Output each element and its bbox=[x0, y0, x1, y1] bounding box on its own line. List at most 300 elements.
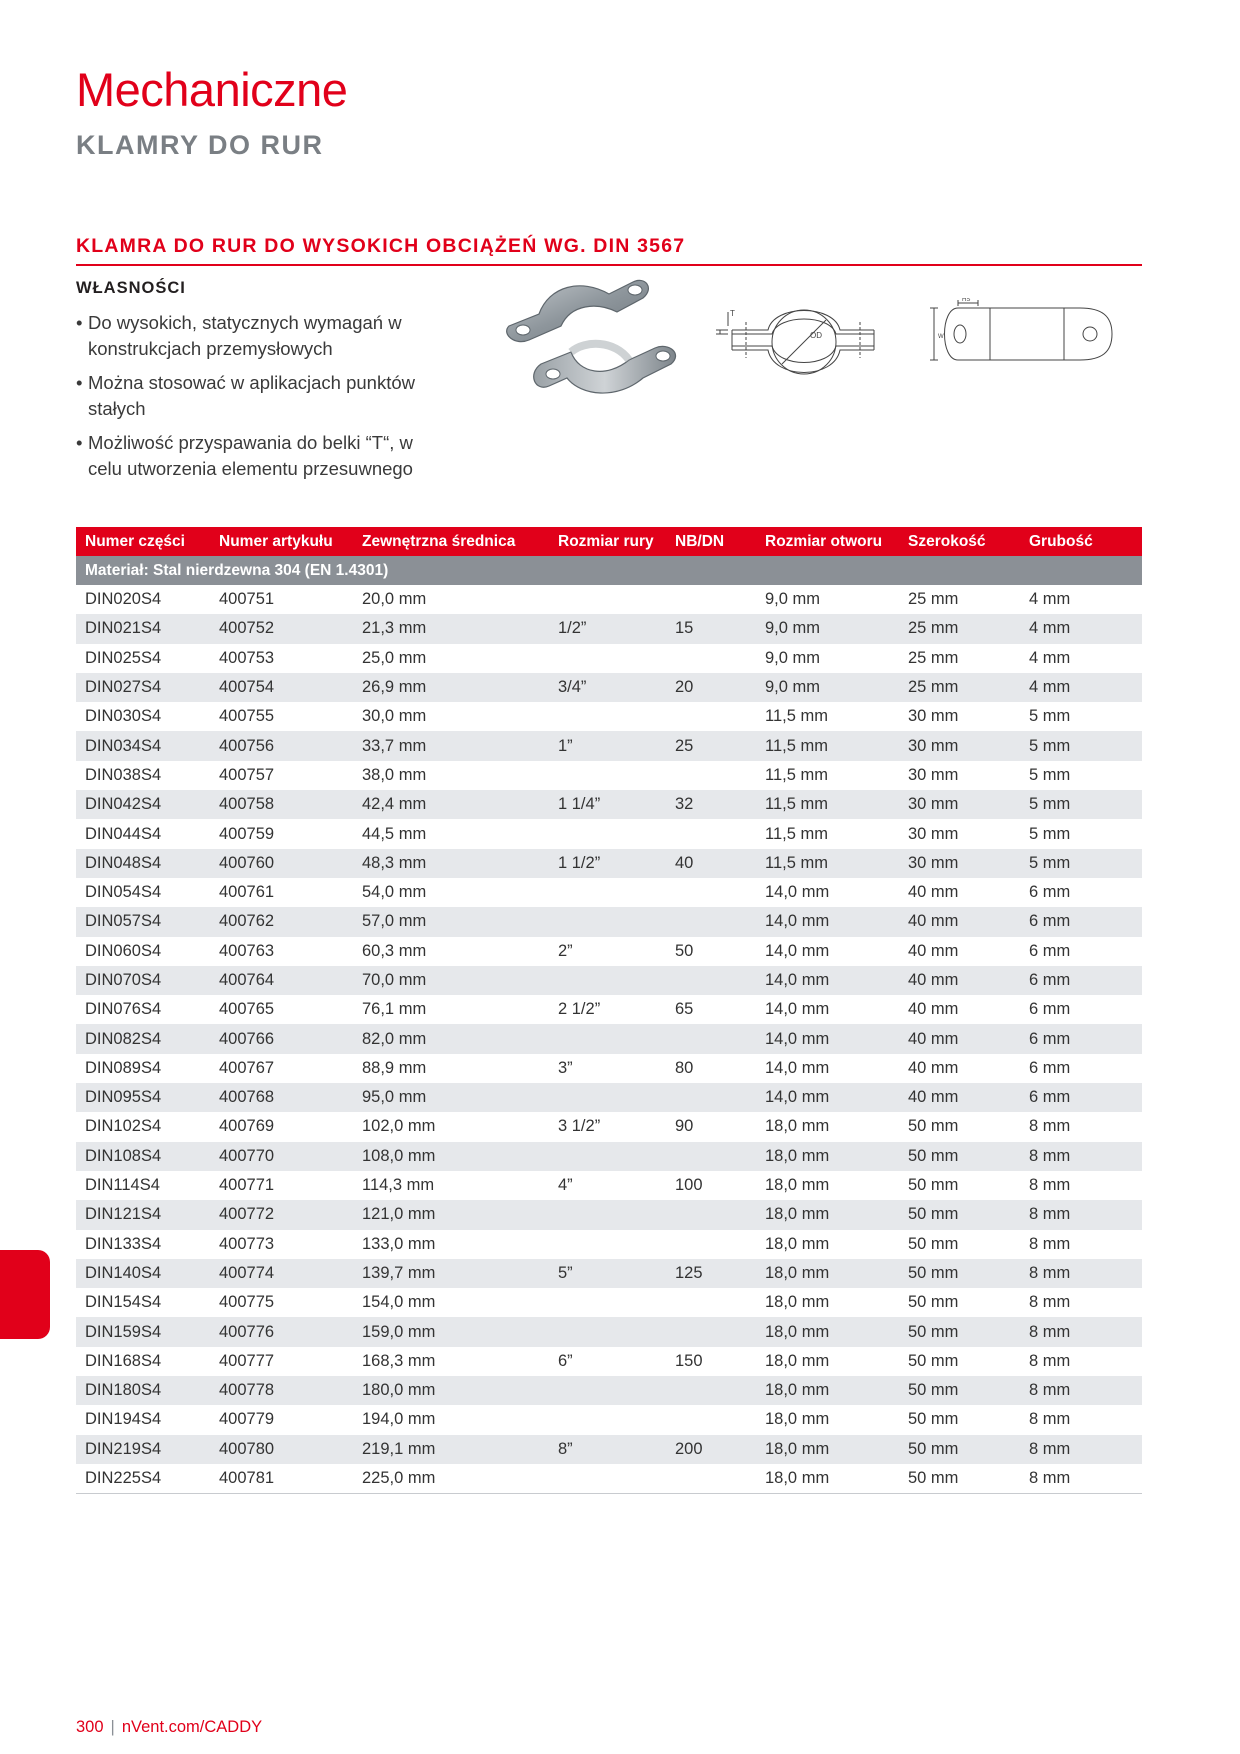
cell-hole-size: 11,5 mm bbox=[765, 707, 828, 726]
cell-thickness: 8 mm bbox=[1020, 1317, 1142, 1346]
table-row bbox=[76, 937, 1142, 966]
cell-nb-dn bbox=[666, 1376, 756, 1405]
cell-width: 25 mm bbox=[908, 648, 959, 667]
property-item: • Możliwość przyspawania do belki “T“, w celu utworzenia elementu przesuwnego bbox=[76, 430, 416, 481]
cell-outer-diameter: 159,0 mm bbox=[353, 1317, 549, 1346]
cell-part-number: DIN034S4 bbox=[76, 731, 210, 760]
cell-pipe-size bbox=[549, 878, 666, 907]
cell-outer-diameter: 219,1 mm bbox=[353, 1435, 549, 1464]
cell-hole-size: 14,0 mm bbox=[765, 1000, 830, 1019]
section-tab-marker bbox=[0, 1250, 50, 1339]
cell-outer-diameter: 225,0 mm bbox=[353, 1464, 549, 1494]
cell-hole-size: 14,0 mm bbox=[765, 941, 830, 960]
col-header-width: Szerokość bbox=[899, 527, 1020, 556]
cell-thickness: 5 mm bbox=[1029, 707, 1071, 726]
table-row bbox=[76, 702, 1142, 731]
cell-pipe-size: 8” bbox=[549, 1435, 666, 1464]
table-row bbox=[76, 731, 1142, 760]
cell-part-number: DIN030S4 bbox=[85, 707, 162, 726]
cell-article-number: 400769 bbox=[219, 1117, 275, 1136]
cell-nb-dn bbox=[666, 702, 756, 731]
cell-hole-size: 18,0 mm bbox=[756, 1376, 899, 1405]
cell-width: 40 mm bbox=[899, 1024, 1020, 1053]
cell-nb-dn bbox=[666, 1288, 756, 1317]
cell-part-number: DIN089S4 bbox=[85, 1058, 162, 1077]
cell-article-number: 400763 bbox=[219, 941, 275, 960]
cell-part-number: DIN025S4 bbox=[85, 648, 162, 667]
cell-article-number: 400774 bbox=[210, 1259, 353, 1288]
cell-outer-diameter: 102,0 mm bbox=[362, 1117, 436, 1136]
cell-width: 30 mm bbox=[899, 849, 1020, 878]
cell-hole-size: 11,5 mm bbox=[765, 824, 828, 843]
diagram-label-od: OD bbox=[810, 331, 822, 340]
cell-thickness: 8 mm bbox=[1020, 1200, 1142, 1229]
cell-pipe-size: 3/4” bbox=[549, 673, 666, 702]
table-row bbox=[76, 790, 1142, 819]
cell-pipe-size: 5” bbox=[549, 1259, 666, 1288]
cell-outer-diameter: 114,3 mm bbox=[362, 1176, 435, 1195]
cell-part-number: DIN194S4 bbox=[85, 1410, 162, 1429]
cell-thickness: 8 mm bbox=[1020, 1259, 1142, 1288]
cell-part-number: DIN225S4 bbox=[76, 1464, 210, 1494]
table-row bbox=[76, 1112, 1142, 1141]
cell-width: 40 mm bbox=[908, 941, 959, 960]
cell-article-number: 400754 bbox=[210, 673, 353, 702]
cell-outer-diameter: 21,3 mm bbox=[353, 614, 549, 643]
cell-nb-dn: 90 bbox=[675, 1117, 694, 1136]
cell-part-number: DIN095S4 bbox=[76, 1083, 210, 1112]
cell-outer-diameter: 70,0 mm bbox=[353, 966, 549, 995]
cell-part-number: DIN044S4 bbox=[85, 824, 162, 843]
properties-heading: WŁASNOŚCI bbox=[76, 279, 186, 297]
subcategory-title: KLAMRY DO RUR bbox=[76, 130, 324, 160]
cell-outer-diameter: 88,9 mm bbox=[362, 1058, 427, 1077]
cell-article-number: 400772 bbox=[210, 1200, 353, 1229]
footer-site-link[interactable]: nVent.com/CADDY bbox=[121, 1718, 263, 1736]
cell-thickness: 8 mm bbox=[1020, 1142, 1142, 1171]
cell-outer-diameter: 82,0 mm bbox=[353, 1024, 549, 1053]
cell-thickness: 8 mm bbox=[1029, 1234, 1071, 1253]
cell-width: 50 mm bbox=[899, 1142, 1020, 1171]
cell-part-number: DIN133S4 bbox=[85, 1234, 162, 1253]
cell-hole-size: 9,0 mm bbox=[765, 590, 821, 609]
cell-thickness: 8 mm bbox=[1020, 1464, 1142, 1494]
cell-nb-dn: 80 bbox=[675, 1058, 694, 1077]
cell-outer-diameter: 33,7 mm bbox=[353, 731, 549, 760]
cell-thickness: 8 mm bbox=[1029, 1293, 1071, 1312]
table-row bbox=[76, 1200, 1142, 1229]
cell-width: 40 mm bbox=[908, 1058, 959, 1077]
cell-thickness: 5 mm bbox=[1020, 849, 1142, 878]
cell-hole-size: 11,5 mm bbox=[756, 790, 899, 819]
cell-pipe-size bbox=[549, 1288, 666, 1317]
cell-pipe-size: 1” bbox=[549, 731, 666, 760]
cell-hole-size: 9,0 mm bbox=[765, 648, 821, 667]
table-row bbox=[76, 878, 1142, 907]
table-row bbox=[76, 761, 1142, 790]
section-divider bbox=[76, 264, 1142, 266]
table-row bbox=[76, 1142, 1142, 1171]
col-header-pipe-size: Rozmiar rury bbox=[549, 527, 666, 556]
cell-article-number: 400781 bbox=[210, 1464, 353, 1494]
cell-outer-diameter: 60,3 mm bbox=[362, 941, 427, 960]
cell-part-number: DIN048S4 bbox=[76, 849, 210, 878]
cell-part-number: DIN140S4 bbox=[76, 1259, 210, 1288]
cell-nb-dn bbox=[666, 1230, 756, 1259]
cell-hole-size: 14,0 mm bbox=[756, 1024, 899, 1053]
cell-article-number: 400770 bbox=[210, 1142, 353, 1171]
table-row bbox=[76, 614, 1142, 643]
cell-part-number: DIN114S4 bbox=[85, 1176, 160, 1195]
cell-outer-diameter: 154,0 mm bbox=[362, 1293, 436, 1312]
cell-article-number: 400753 bbox=[219, 648, 275, 667]
cell-part-number: DIN180S4 bbox=[76, 1376, 210, 1405]
cell-nb-dn bbox=[666, 878, 756, 907]
cell-article-number: 400759 bbox=[219, 824, 275, 843]
cell-thickness: 4 mm bbox=[1020, 673, 1142, 702]
cell-width: 40 mm bbox=[908, 1000, 959, 1019]
cell-thickness: 8 mm bbox=[1020, 1376, 1142, 1405]
table-row bbox=[76, 995, 1142, 1024]
cell-thickness: 6 mm bbox=[1020, 907, 1142, 936]
cell-width: 40 mm bbox=[899, 1083, 1020, 1112]
cell-nb-dn: 200 bbox=[666, 1435, 756, 1464]
cell-thickness: 5 mm bbox=[1029, 765, 1071, 784]
page-number: 300 bbox=[76, 1718, 104, 1736]
property-item: • Można stosować w aplikacjach punktów stałych bbox=[76, 370, 416, 421]
cell-width: 40 mm bbox=[899, 907, 1020, 936]
cell-part-number: DIN042S4 bbox=[76, 790, 210, 819]
cell-article-number: 400752 bbox=[210, 614, 353, 643]
table-row bbox=[76, 644, 1142, 673]
cell-nb-dn bbox=[666, 585, 756, 614]
cell-outer-diameter: 139,7 mm bbox=[353, 1259, 549, 1288]
cell-part-number: DIN021S4 bbox=[76, 614, 210, 643]
cell-outer-diameter: 44,5 mm bbox=[362, 824, 427, 843]
cell-pipe-size bbox=[549, 585, 666, 614]
cell-pipe-size: 2” bbox=[558, 941, 573, 960]
cell-outer-diameter: 54,0 mm bbox=[362, 883, 427, 902]
cell-thickness: 6 mm bbox=[1029, 1058, 1071, 1077]
cell-hole-size: 18,0 mm bbox=[765, 1293, 830, 1312]
cell-part-number: DIN057S4 bbox=[76, 907, 210, 936]
cell-nb-dn bbox=[666, 644, 756, 673]
cell-article-number: 400776 bbox=[210, 1317, 353, 1346]
cell-pipe-size: 1/2” bbox=[549, 614, 666, 643]
product-photo-clamp bbox=[505, 274, 685, 404]
cell-pipe-size: 6” bbox=[558, 1351, 573, 1370]
cell-thickness: 8 mm bbox=[1020, 1435, 1142, 1464]
cell-thickness: 8 mm bbox=[1029, 1410, 1071, 1429]
cell-pipe-size: 3” bbox=[558, 1058, 573, 1077]
cell-hole-size: 14,0 mm bbox=[765, 883, 830, 902]
cell-outer-diameter: 25,0 mm bbox=[362, 648, 427, 667]
cell-width: 30 mm bbox=[899, 731, 1020, 760]
cell-nb-dn: 100 bbox=[675, 1176, 703, 1195]
cell-article-number: 400778 bbox=[210, 1376, 353, 1405]
cell-article-number: 400766 bbox=[210, 1024, 353, 1053]
cell-width: 25 mm bbox=[899, 673, 1020, 702]
cell-nb-dn: 32 bbox=[666, 790, 756, 819]
cell-nb-dn: 15 bbox=[666, 614, 756, 643]
cell-part-number: DIN219S4 bbox=[76, 1435, 210, 1464]
cell-part-number: DIN076S4 bbox=[85, 1000, 162, 1019]
footer-separator: | bbox=[110, 1718, 115, 1736]
table-row bbox=[76, 1024, 1142, 1053]
cell-pipe-size bbox=[549, 1024, 666, 1053]
page-footer bbox=[76, 1718, 262, 1737]
cell-width: 50 mm bbox=[908, 1410, 959, 1429]
cell-part-number: DIN020S4 bbox=[85, 590, 162, 609]
cell-hole-size: 18,0 mm bbox=[756, 1142, 899, 1171]
cell-outer-diameter: 168,3 mm bbox=[362, 1351, 436, 1370]
cell-width: 30 mm bbox=[899, 790, 1020, 819]
cell-thickness: 4 mm bbox=[1029, 648, 1071, 667]
cell-width: 30 mm bbox=[908, 707, 959, 726]
cell-hole-size: 11,5 mm bbox=[756, 849, 899, 878]
cell-pipe-size bbox=[549, 644, 666, 673]
diagram-label-t: T bbox=[730, 309, 735, 318]
cell-article-number: 400777 bbox=[219, 1351, 275, 1370]
cell-thickness: 4 mm bbox=[1020, 614, 1142, 643]
cell-hole-size: 18,0 mm bbox=[765, 1351, 830, 1370]
cell-hole-size: 14,0 mm bbox=[756, 907, 899, 936]
cell-width: 50 mm bbox=[899, 1464, 1020, 1494]
properties-list bbox=[76, 310, 416, 490]
cell-nb-dn bbox=[666, 1464, 756, 1494]
cell-hole-size: 11,5 mm bbox=[756, 731, 899, 760]
cell-pipe-size bbox=[549, 819, 666, 848]
cell-part-number: DIN102S4 bbox=[85, 1117, 162, 1136]
table-row bbox=[76, 1259, 1142, 1288]
cell-article-number: 400761 bbox=[219, 883, 275, 902]
cell-thickness: 6 mm bbox=[1020, 1024, 1142, 1053]
cell-outer-diameter: 26,9 mm bbox=[353, 673, 549, 702]
cell-hole-size: 18,0 mm bbox=[756, 1200, 899, 1229]
table-row bbox=[76, 1376, 1142, 1405]
cell-part-number: DIN054S4 bbox=[85, 883, 162, 902]
cell-nb-dn bbox=[666, 819, 756, 848]
table-row bbox=[76, 966, 1142, 995]
cell-width: 30 mm bbox=[908, 765, 959, 784]
cell-article-number: 400779 bbox=[219, 1410, 275, 1429]
cell-outer-diameter: 133,0 mm bbox=[362, 1234, 436, 1253]
cell-article-number: 400768 bbox=[210, 1083, 353, 1112]
cell-hole-size: 18,0 mm bbox=[765, 1234, 830, 1253]
cell-article-number: 400764 bbox=[210, 966, 353, 995]
cell-width: 40 mm bbox=[908, 883, 959, 902]
cell-part-number: DIN121S4 bbox=[76, 1200, 210, 1229]
spec-table bbox=[76, 527, 1142, 1494]
cell-part-number: DIN108S4 bbox=[76, 1142, 210, 1171]
cell-outer-diameter: 20,0 mm bbox=[362, 590, 427, 609]
cell-pipe-size bbox=[549, 761, 666, 790]
cell-pipe-size: 1 1/4” bbox=[549, 790, 666, 819]
cell-thickness: 5 mm bbox=[1020, 790, 1142, 819]
table-row bbox=[76, 673, 1142, 702]
table-row bbox=[76, 1054, 1142, 1083]
cell-pipe-size: 1 1/2” bbox=[549, 849, 666, 878]
cell-nb-dn bbox=[666, 966, 756, 995]
cell-article-number: 400771 bbox=[219, 1176, 275, 1195]
cell-nb-dn bbox=[666, 1200, 756, 1229]
cell-width: 25 mm bbox=[899, 614, 1020, 643]
cell-hole-size: 14,0 mm bbox=[756, 966, 899, 995]
cell-article-number: 400755 bbox=[219, 707, 275, 726]
cell-part-number: DIN154S4 bbox=[85, 1293, 162, 1312]
table-row bbox=[76, 1171, 1142, 1200]
cell-article-number: 400757 bbox=[219, 765, 275, 784]
cell-nb-dn: 25 bbox=[666, 731, 756, 760]
table-row bbox=[76, 1317, 1142, 1346]
cell-article-number: 400762 bbox=[210, 907, 353, 936]
cell-width: 50 mm bbox=[899, 1259, 1020, 1288]
cell-thickness: 6 mm bbox=[1029, 1000, 1071, 1019]
cell-thickness: 8 mm bbox=[1029, 1176, 1071, 1195]
table-row bbox=[76, 1288, 1142, 1317]
cell-pipe-size: 3 1/2” bbox=[558, 1117, 601, 1136]
cell-nb-dn bbox=[666, 1317, 756, 1346]
cell-thickness: 6 mm bbox=[1020, 966, 1142, 995]
table-row bbox=[76, 907, 1142, 936]
cell-pipe-size bbox=[549, 966, 666, 995]
table-row bbox=[76, 1464, 1142, 1494]
cell-hole-size: 9,0 mm bbox=[756, 673, 899, 702]
diagram-label-hs: HS bbox=[962, 298, 971, 303]
cell-hole-size: 14,0 mm bbox=[756, 1083, 899, 1112]
cell-nb-dn: 65 bbox=[675, 1000, 694, 1019]
cell-article-number: 400773 bbox=[219, 1234, 275, 1253]
cell-nb-dn: 125 bbox=[666, 1259, 756, 1288]
col-header-outer-diameter: Zewnętrzna średnica bbox=[353, 527, 549, 556]
cell-hole-size: 11,5 mm bbox=[765, 765, 828, 784]
table-row bbox=[76, 1347, 1142, 1376]
col-header-article-number: Numer artykułu bbox=[210, 527, 353, 556]
category-title: Mechaniczne bbox=[76, 63, 348, 116]
cell-nb-dn: 150 bbox=[675, 1351, 703, 1370]
cell-width: 50 mm bbox=[908, 1176, 959, 1195]
cell-part-number: DIN027S4 bbox=[76, 673, 210, 702]
col-header-nb-dn: NB/DN bbox=[666, 527, 756, 556]
cell-thickness: 6 mm bbox=[1029, 941, 1071, 960]
cell-thickness: 8 mm bbox=[1029, 1117, 1071, 1136]
diagram-label-w: W bbox=[938, 334, 944, 340]
cell-width: 40 mm bbox=[899, 966, 1020, 995]
cell-width: 25 mm bbox=[908, 590, 959, 609]
cell-outer-diameter: 194,0 mm bbox=[362, 1410, 436, 1429]
cell-hole-size: 18,0 mm bbox=[756, 1317, 899, 1346]
cell-pipe-size: 4” bbox=[558, 1176, 573, 1195]
cell-article-number: 400767 bbox=[219, 1058, 275, 1077]
cell-article-number: 400780 bbox=[210, 1435, 353, 1464]
cell-nb-dn: 20 bbox=[666, 673, 756, 702]
cell-width: 50 mm bbox=[908, 1293, 959, 1312]
cell-nb-dn: 40 bbox=[666, 849, 756, 878]
cell-pipe-size bbox=[549, 1230, 666, 1259]
property-item: • Do wysokich, statycznych wymagań w konstrukcjach przemysłowych bbox=[76, 310, 416, 361]
table-row bbox=[76, 1435, 1142, 1464]
table-row bbox=[76, 585, 1142, 614]
cell-article-number: 400765 bbox=[219, 1000, 275, 1019]
cell-nb-dn bbox=[666, 1083, 756, 1112]
cell-article-number: 400756 bbox=[210, 731, 353, 760]
cell-hole-size: 18,0 mm bbox=[756, 1259, 899, 1288]
section-title: KLAMRA DO RUR DO WYSOKICH OBCIĄŻEŃ WG. DIN 3567 bbox=[76, 235, 686, 257]
cell-thickness: 5 mm bbox=[1020, 731, 1142, 760]
table-row bbox=[76, 1230, 1142, 1259]
cell-width: 50 mm bbox=[908, 1351, 959, 1370]
cell-pipe-size bbox=[549, 1200, 666, 1229]
cell-hole-size: 18,0 mm bbox=[756, 1435, 899, 1464]
cell-outer-diameter: 30,0 mm bbox=[362, 707, 427, 726]
cell-pipe-size bbox=[549, 1464, 666, 1494]
cell-article-number: 400775 bbox=[219, 1293, 275, 1312]
cell-part-number: DIN070S4 bbox=[76, 966, 210, 995]
cell-pipe-size: 2 1/2” bbox=[558, 1000, 601, 1019]
cell-outer-diameter: 95,0 mm bbox=[353, 1083, 549, 1112]
cell-thickness: 5 mm bbox=[1029, 824, 1071, 843]
cell-part-number: DIN168S4 bbox=[85, 1351, 162, 1370]
cell-pipe-size bbox=[549, 702, 666, 731]
cell-width: 50 mm bbox=[899, 1317, 1020, 1346]
table-row bbox=[76, 849, 1142, 878]
cell-nb-dn bbox=[666, 1405, 756, 1434]
cell-nb-dn bbox=[666, 1142, 756, 1171]
clamp-top-view-diagram bbox=[930, 298, 1122, 366]
cell-pipe-size bbox=[549, 907, 666, 936]
cell-outer-diameter: 38,0 mm bbox=[362, 765, 427, 784]
cell-part-number: DIN038S4 bbox=[85, 765, 162, 784]
cell-outer-diameter: 121,0 mm bbox=[353, 1200, 549, 1229]
cell-hole-size: 14,0 mm bbox=[765, 1058, 830, 1077]
cell-nb-dn bbox=[666, 1024, 756, 1053]
col-header-thickness: Grubość bbox=[1020, 527, 1142, 556]
cell-thickness: 4 mm bbox=[1029, 590, 1071, 609]
cell-hole-size: 9,0 mm bbox=[756, 614, 899, 643]
cell-pipe-size bbox=[549, 1083, 666, 1112]
cell-outer-diameter: 108,0 mm bbox=[353, 1142, 549, 1171]
cell-article-number: 400760 bbox=[210, 849, 353, 878]
cell-pipe-size bbox=[549, 1376, 666, 1405]
cell-thickness: 6 mm bbox=[1029, 883, 1071, 902]
table-row bbox=[76, 1405, 1142, 1434]
clamp-front-view-diagram bbox=[712, 294, 894, 390]
cell-outer-diameter: 180,0 mm bbox=[353, 1376, 549, 1405]
material-label: Materiał: Stal nierdzewna 304 (EN 1.4301) bbox=[76, 556, 1142, 585]
cell-hole-size: 18,0 mm bbox=[756, 1464, 899, 1494]
cell-outer-diameter: 76,1 mm bbox=[362, 1000, 427, 1019]
material-row bbox=[76, 556, 1142, 585]
cell-outer-diameter: 42,4 mm bbox=[353, 790, 549, 819]
cell-article-number: 400751 bbox=[219, 590, 275, 609]
cell-thickness: 6 mm bbox=[1020, 1083, 1142, 1112]
cell-pipe-size bbox=[549, 1142, 666, 1171]
cell-part-number: DIN082S4 bbox=[76, 1024, 210, 1053]
cell-nb-dn: 50 bbox=[675, 941, 694, 960]
table-row bbox=[76, 819, 1142, 848]
cell-width: 50 mm bbox=[908, 1117, 959, 1136]
cell-hole-size: 18,0 mm bbox=[765, 1410, 830, 1429]
cell-part-number: DIN159S4 bbox=[76, 1317, 210, 1346]
table-header-row bbox=[76, 527, 1142, 556]
cell-width: 50 mm bbox=[908, 1234, 959, 1253]
cell-thickness: 8 mm bbox=[1029, 1351, 1071, 1370]
col-header-hole-size: Rozmiar otworu bbox=[756, 527, 899, 556]
cell-pipe-size bbox=[549, 1405, 666, 1434]
cell-nb-dn bbox=[666, 761, 756, 790]
cell-part-number: DIN060S4 bbox=[85, 941, 162, 960]
cell-nb-dn bbox=[666, 907, 756, 936]
